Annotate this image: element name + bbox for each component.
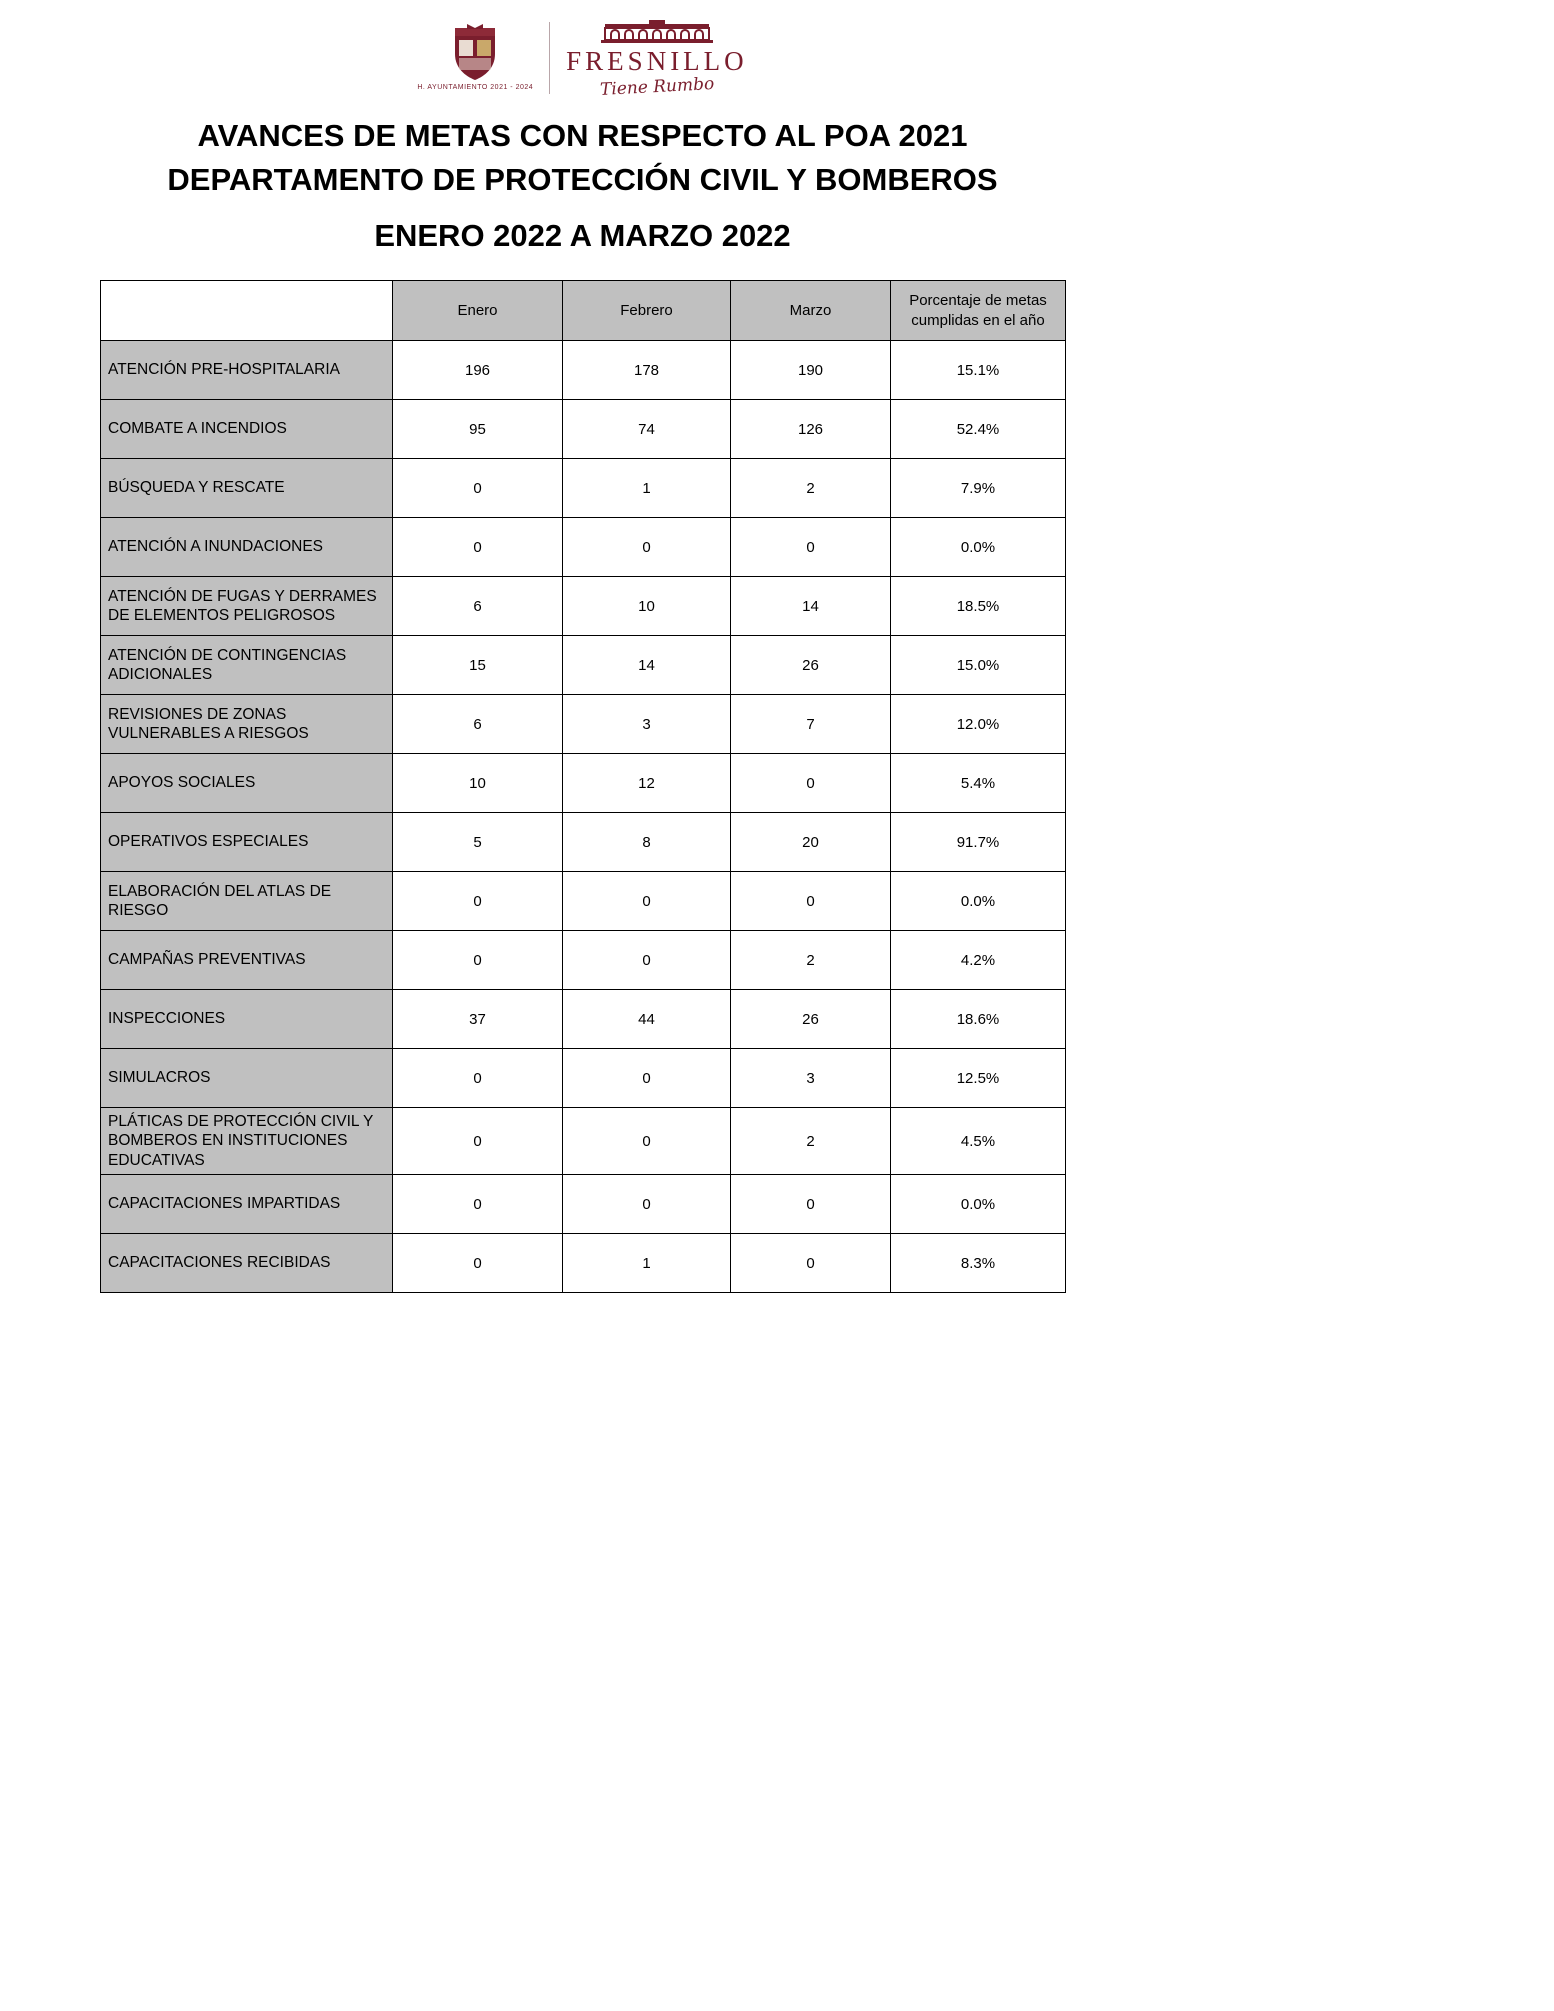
table-row xyxy=(101,341,1066,400)
cell-marzo: 0 xyxy=(731,518,891,577)
table-row xyxy=(101,518,1066,577)
cell-marzo: 7 xyxy=(731,695,891,754)
table-row xyxy=(101,931,1066,990)
table-row xyxy=(101,400,1066,459)
cell-febrero: 0 xyxy=(563,1049,731,1108)
table-row xyxy=(101,754,1066,813)
cell-porcentaje: 4.2% xyxy=(891,931,1066,990)
row-label: ATENCIÓN PRE-HOSPITALARIA xyxy=(101,341,393,400)
cell-febrero: 1 xyxy=(563,459,731,518)
row-label: PLÁTICAS DE PROTECCIÓN CIVIL Y BOMBEROS EN INSTITUCIONES EDUCATIVAS xyxy=(101,1108,393,1175)
cell-enero: 0 xyxy=(393,1175,563,1234)
cell-marzo: 2 xyxy=(731,931,891,990)
cell-enero: 0 xyxy=(393,872,563,931)
table-row xyxy=(101,695,1066,754)
cell-febrero: 74 xyxy=(563,400,731,459)
row-label: ELABORACIÓN DEL ATLAS DE RIESGO xyxy=(101,872,393,931)
table-row xyxy=(101,1108,1066,1175)
col-header-marzo: Marzo xyxy=(731,281,891,341)
title-block xyxy=(100,114,1065,254)
cell-enero: 10 xyxy=(393,754,563,813)
cell-marzo: 0 xyxy=(731,872,891,931)
ayuntamiento-caption: H. AYUNTAMIENTO 2021 - 2024 xyxy=(417,83,534,91)
row-label: ATENCIÓN A INUNDACIONES xyxy=(101,518,393,577)
cell-porcentaje: 18.6% xyxy=(891,990,1066,1049)
cell-marzo: 0 xyxy=(731,754,891,813)
cell-febrero: 10 xyxy=(563,577,731,636)
cell-enero: 0 xyxy=(393,931,563,990)
cell-febrero: 0 xyxy=(563,931,731,990)
cell-enero: 0 xyxy=(393,518,563,577)
col-header-febrero: Febrero xyxy=(563,281,731,341)
cell-enero: 0 xyxy=(393,1108,563,1175)
table-row xyxy=(101,872,1066,931)
fresnillo-logo xyxy=(566,20,748,100)
cell-marzo: 0 xyxy=(731,1175,891,1234)
cell-enero: 0 xyxy=(393,1049,563,1108)
col-header-porcentaje: Porcentaje de metas cumplidas en el año xyxy=(891,281,1066,341)
cell-marzo: 3 xyxy=(731,1049,891,1108)
row-label: OPERATIVOS ESPECIALES xyxy=(101,813,393,872)
cell-marzo: 2 xyxy=(731,1108,891,1175)
row-label: COMBATE A INCENDIOS xyxy=(101,400,393,459)
cell-porcentaje: 0.0% xyxy=(891,1175,1066,1234)
cell-febrero: 0 xyxy=(563,1108,731,1175)
row-label: INSPECCIONES xyxy=(101,990,393,1049)
cell-porcentaje: 91.7% xyxy=(891,813,1066,872)
cell-enero: 15 xyxy=(393,636,563,695)
row-label: REVISIONES DE ZONAS VULNERABLES A RIESGOS xyxy=(101,695,393,754)
cell-porcentaje: 12.0% xyxy=(891,695,1066,754)
cell-porcentaje: 8.3% xyxy=(891,1234,1066,1293)
table-row xyxy=(101,990,1066,1049)
cell-enero: 6 xyxy=(393,577,563,636)
row-label: BÚSQUEDA Y RESCATE xyxy=(101,459,393,518)
page-subtitle: ENERO 2022 A MARZO 2022 xyxy=(374,218,791,254)
cell-febrero: 1 xyxy=(563,1234,731,1293)
page-title: AVANCES DE METAS CON RESPECTO AL POA 2021 DEPARTAMENTO DE PROTECCIÓN CIVIL Y BOMBEROS xyxy=(167,118,998,198)
cell-febrero: 0 xyxy=(563,1175,731,1234)
table-row xyxy=(101,1049,1066,1108)
cell-enero: 37 xyxy=(393,990,563,1049)
cell-febrero: 0 xyxy=(563,872,731,931)
cell-febrero: 178 xyxy=(563,341,731,400)
col-header-enero: Enero xyxy=(393,281,563,341)
municipal-crest xyxy=(417,24,533,92)
cell-marzo: 190 xyxy=(731,341,891,400)
cell-porcentaje: 18.5% xyxy=(891,577,1066,636)
building-icon xyxy=(597,20,717,46)
content-area xyxy=(100,0,1065,1293)
cell-enero: 0 xyxy=(393,1234,563,1293)
row-label: APOYOS SOCIALES xyxy=(101,754,393,813)
cell-febrero: 8 xyxy=(563,813,731,872)
cell-porcentaje: 52.4% xyxy=(891,400,1066,459)
logo-header xyxy=(100,0,1065,100)
cell-febrero: 0 xyxy=(563,518,731,577)
cell-porcentaje: 12.5% xyxy=(891,1049,1066,1108)
row-label: CAPACITACIONES IMPARTIDAS xyxy=(101,1175,393,1234)
table-row xyxy=(101,636,1066,695)
cell-febrero: 12 xyxy=(563,754,731,813)
report-table xyxy=(100,280,1066,1293)
cell-porcentaje: 15.0% xyxy=(891,636,1066,695)
cell-enero: 95 xyxy=(393,400,563,459)
row-label: CAPACITACIONES RECIBIDAS xyxy=(101,1234,393,1293)
table-row xyxy=(101,459,1066,518)
cell-marzo: 26 xyxy=(731,636,891,695)
cell-porcentaje: 5.4% xyxy=(891,754,1066,813)
cell-enero: 0 xyxy=(393,459,563,518)
crest-icon xyxy=(449,24,501,82)
cell-porcentaje: 15.1% xyxy=(891,341,1066,400)
cell-febrero: 44 xyxy=(563,990,731,1049)
row-label: ATENCIÓN DE CONTINGENCIAS ADICIONALES xyxy=(101,636,393,695)
cell-marzo: 2 xyxy=(731,459,891,518)
cell-marzo: 126 xyxy=(731,400,891,459)
brand-name: FRESNILLO xyxy=(566,45,748,76)
table-corner-spacer xyxy=(101,281,393,341)
table-row xyxy=(101,1234,1066,1293)
table-row xyxy=(101,1175,1066,1234)
cell-marzo: 14 xyxy=(731,577,891,636)
table-row xyxy=(101,813,1066,872)
cell-porcentaje: 0.0% xyxy=(891,518,1066,577)
row-label: ATENCIÓN DE FUGAS Y DERRAMES DE ELEMENTOS PELIGROSOS xyxy=(101,577,393,636)
table-header-row xyxy=(101,281,1066,341)
row-label: SIMULACROS xyxy=(101,1049,393,1108)
row-label: CAMPAÑAS PREVENTIVAS xyxy=(101,931,393,990)
cell-marzo: 0 xyxy=(731,1234,891,1293)
cell-febrero: 14 xyxy=(563,636,731,695)
cell-marzo: 26 xyxy=(731,990,891,1049)
cell-febrero: 3 xyxy=(563,695,731,754)
cell-porcentaje: 0.0% xyxy=(891,872,1066,931)
cell-porcentaje: 4.5% xyxy=(891,1108,1066,1175)
cell-marzo: 20 xyxy=(731,813,891,872)
brand-tagline: Tiene Rumbo xyxy=(599,73,715,100)
cell-enero: 196 xyxy=(393,341,563,400)
cell-porcentaje: 7.9% xyxy=(891,459,1066,518)
cell-enero: 5 xyxy=(393,813,563,872)
table-row xyxy=(101,577,1066,636)
logo-divider xyxy=(549,22,550,94)
cell-enero: 6 xyxy=(393,695,563,754)
